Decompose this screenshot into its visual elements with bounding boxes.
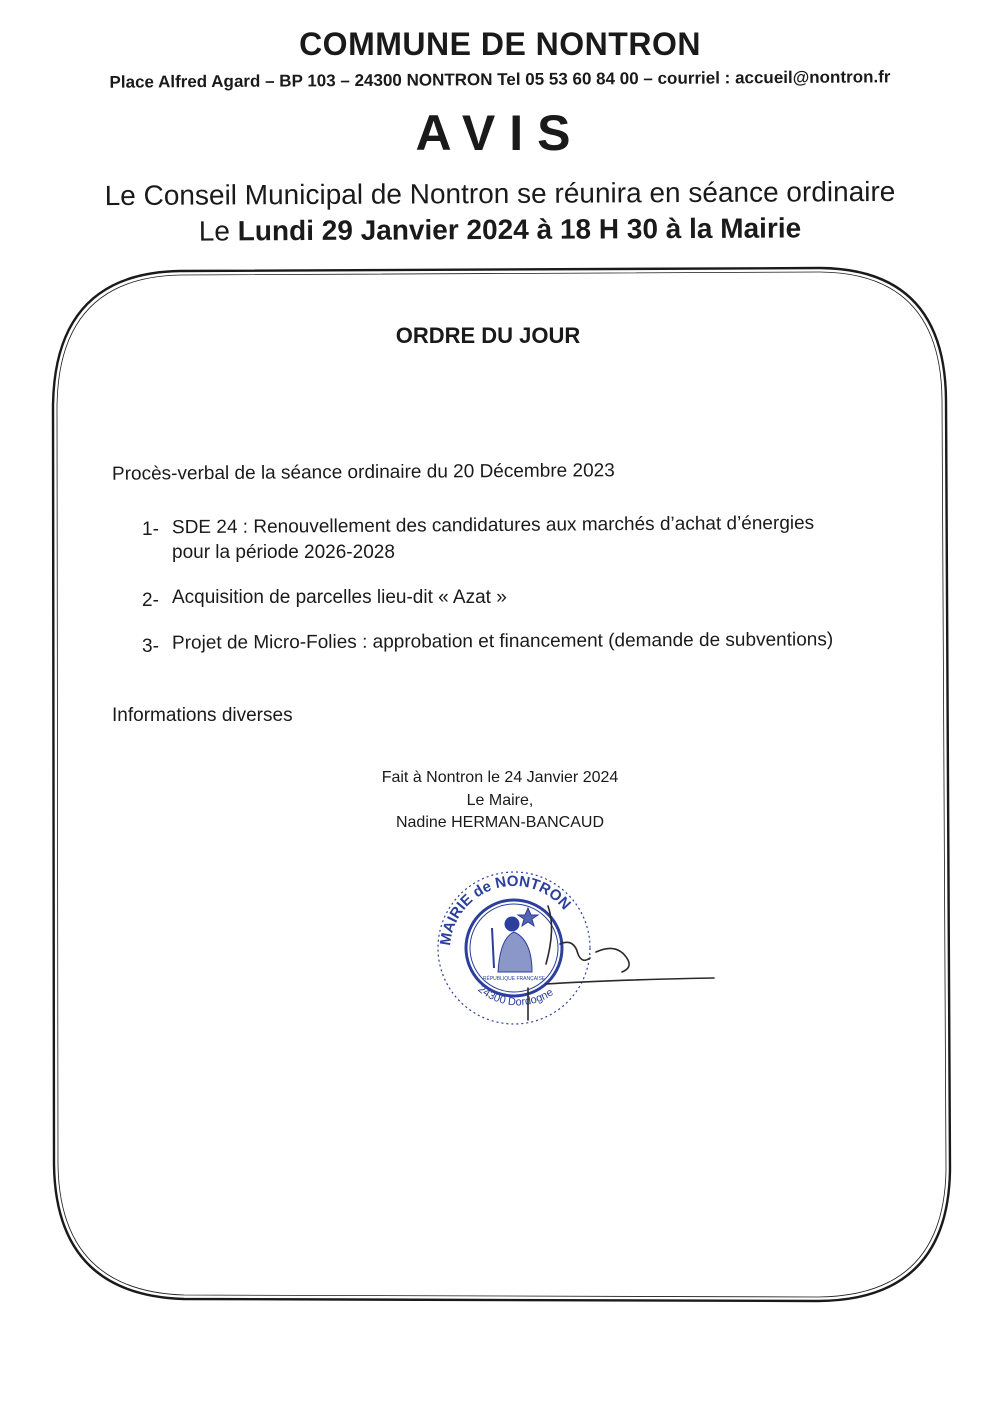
svg-text:MAIRIE de NONTRON bbox=[437, 873, 574, 947]
announcement-prefix: Le bbox=[198, 215, 238, 247]
signature-place-date: Fait à Nontron le 24 Janvier 2024 bbox=[381, 769, 619, 786]
agenda-item-text: Projet de Micro-Folies : approbation et financement (demande de subventions) bbox=[171, 629, 834, 654]
stamp-inner-text: RÉPUBLIQUE FRANÇAISE bbox=[482, 976, 546, 982]
agenda-item-number: 2- bbox=[142, 590, 159, 611]
agenda-item-number: 3- bbox=[142, 636, 159, 657]
stamp-bottom-text: 24300 Dordogne bbox=[475, 983, 556, 1009]
agenda-closing: Informations diverses bbox=[112, 705, 293, 726]
announcement-line-1: Le Conseil Municipal de Nontron se réunira en séance ordinaire bbox=[104, 175, 896, 212]
agenda-item-text: SDE 24 : Renouvellement des candidatures aux marchés d’achat d’énergies bbox=[171, 512, 815, 539]
agenda-title: ORDRE DU JOUR bbox=[395, 323, 581, 348]
meeting-date: Lundi 29 Janvier 2024 à 18 H 30 à la Mairie bbox=[237, 212, 802, 247]
signature-role: Le Maire, bbox=[466, 792, 534, 809]
notice-heading: AVIS bbox=[415, 105, 585, 161]
signature-name: Nadine HERMAN-BANCAUD bbox=[395, 814, 605, 831]
mairie-stamp-and-signature bbox=[428, 868, 718, 1028]
agenda-item-text: Acquisition de parcelles lieu-dit « Azat » bbox=[172, 587, 507, 608]
announcement-line-2 bbox=[0, 211, 1000, 248]
commune-address: Place Alfred Agard – BP 103 – 24300 NONTRON Tel 05 53 60 84 00 – courriel : accueil@nontron.fr bbox=[109, 67, 891, 92]
commune-title: COMMUNE DE NONTRON bbox=[299, 26, 701, 62]
agenda-item-text-continued: pour la période 2026-2028 bbox=[172, 542, 395, 563]
agenda-item-number: 1- bbox=[142, 519, 159, 540]
marianne-figure-icon bbox=[492, 908, 538, 972]
agenda-intro: Procès-verbal de la séance ordinaire du 20 Décembre 2023 bbox=[111, 460, 615, 485]
stamp-top-text: MAIRIE de NONTRON bbox=[436, 872, 575, 947]
